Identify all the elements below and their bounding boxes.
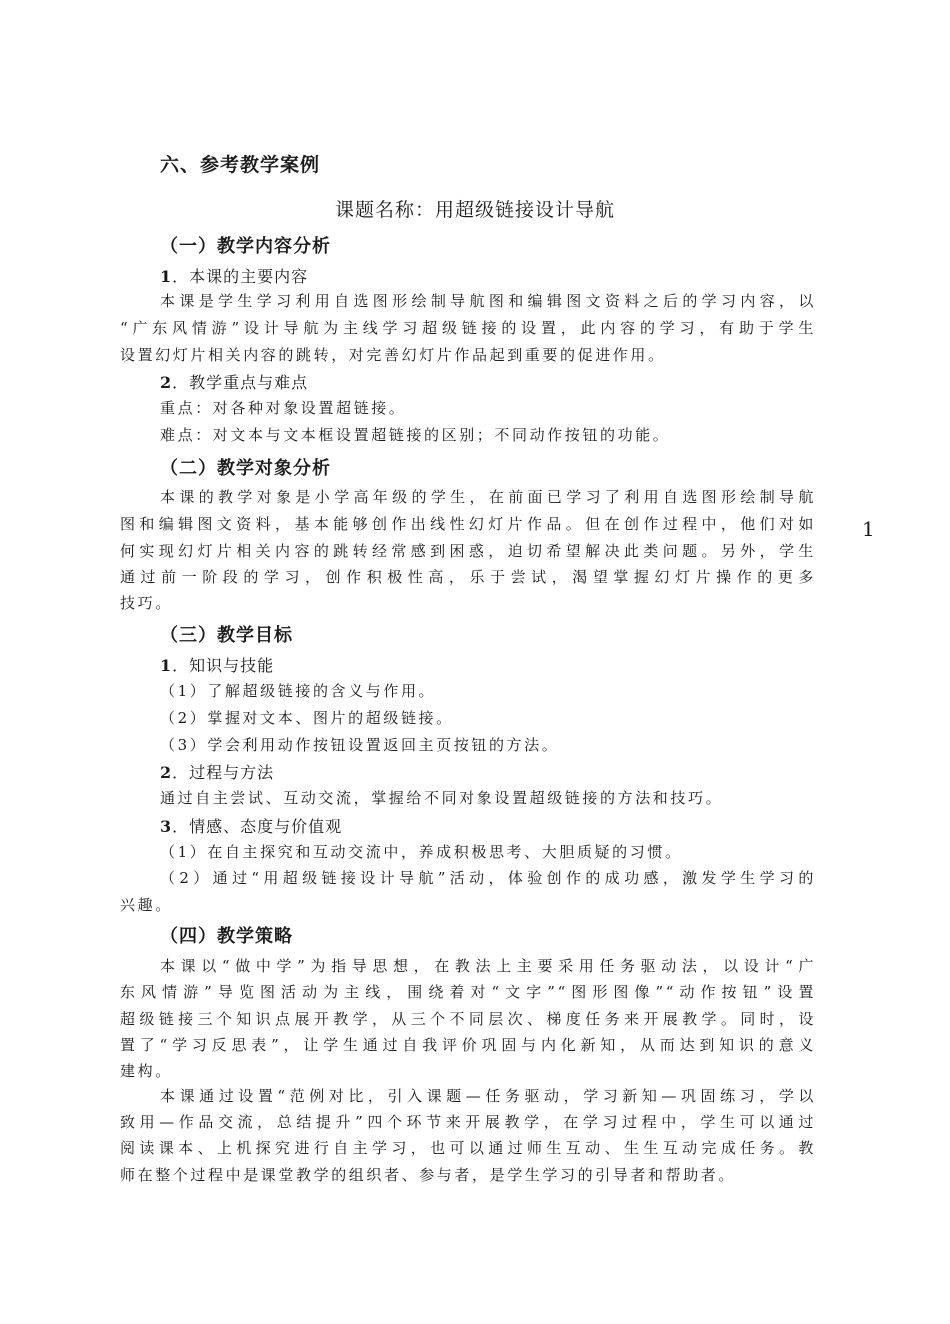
sub-number: 2 [160,373,173,392]
lesson-title: 课题名称：用超级链接设计导航 [334,199,615,221]
paragraph-line: 师在整个过程中是课堂教学的组织者、参与者，是学生学习的引导者和帮助者。 [120,1166,737,1184]
paragraph-line: 超级链接三个知识点展开教学，从三个不同层次、梯度任务来开展教学。同时，设 [120,1010,816,1028]
paragraph-line: 置了“学习反思表”，让学生通过自我评价巩固与内化新知，从而达到知识的意义 [120,1036,816,1054]
section-heading: 六、参考教学案例 [160,154,321,176]
paragraph-line: 本课以“做中学”为指导思想，在教法上主要采用任务驱动法，以设计“广 [160,957,816,975]
paragraph-line: 本课的教学对象是小学高年级的学生，在前面已学习了利用自选图形绘制导航 [160,488,816,506]
part4-heading: （四）教学策略 [160,926,293,947]
paragraph-line: “广东风情游”设计导航为主线学习超级链接的设置，此内容的学习，有助于学生 [120,319,816,337]
sub-label: ．本课的主要内容 [172,267,309,286]
sub-label: ．过程与方法 [172,763,275,782]
paragraph-line: 本课是学生学习利用自选图形绘制导航图和编辑图文资料之后的学习内容，以 [160,292,816,310]
part1-subheading-1 [160,264,308,287]
paragraph-line: 东风情游”导览图活动为主线，围绕着对“文字”“图形图像”“动作按钮”设置 [120,983,816,1001]
part2-heading: （二）教学对象分析 [160,458,331,479]
objective-item: （1）在自主探究和互动交流中，养成积极思考、大胆质疑的习惯。 [160,843,683,861]
paragraph-line: 通过前一阶段的学习，创作积极性高，乐于尝试，渴望掌握幻灯片操作的更多 [120,568,816,586]
objective-item: （2）掌握对文本、图片的超级链接。 [160,709,454,727]
paragraph-line: 阅读课本、上机探究进行自主学习，也可以通过师生互动、生生互动完成任务。教 [120,1139,816,1157]
objective-item: （1）了解超级链接的含义与作用。 [160,682,437,700]
objective-item: （2）通过“用超级链接设计导航”活动，体验创作的成功感，激发学生学习的 [160,869,816,887]
objective-item-cont: 兴趣。 [120,896,173,914]
paragraph-line: 本课通过设置“范例对比，引入课题—任务驱动，学习新知—巩固练习，学以 [160,1087,816,1105]
paragraph-line: 何实现幻灯片相关内容的跳转经常感到困惑，迫切希望解决此类问题。另外，学生 [120,542,816,560]
sub-number: 3 [160,817,173,836]
method-line: 通过自主尝试、互动交流，掌握给不同对象设置超级链接的方法和技巧。 [160,789,724,807]
objective-item: （3）学会利用动作按钮设置返回主页按钮的方法。 [160,736,560,754]
sub-label: ．知识与技能 [172,656,275,675]
paragraph-line: 建构。 [120,1062,173,1080]
part3-subheading-2 [160,760,274,783]
sub-label: ．教学重点与难点 [172,373,309,392]
difficult-point-line: 难点：对文本与文本框设置超链接的区别；不同动作按钮的功能。 [160,426,671,444]
sub-number: 2 [160,763,173,782]
part1-subheading-2 [160,370,308,393]
sub-number: 1 [160,656,173,675]
part3-heading: （三）教学目标 [160,625,293,646]
part1-heading: （一）教学内容分析 [160,236,331,257]
sub-label: ．情感、态度与价值观 [172,817,343,836]
paragraph-line: 技巧。 [120,594,173,612]
key-point-line: 重点：对各种对象设置超链接。 [160,399,407,417]
paragraph-line: 致用—作品交流，总结提升”四个环节来开展教学，在学习过程中，学生可以通过 [120,1113,816,1131]
page-number: 1 [862,517,875,541]
part3-subheading-1 [160,653,274,676]
part3-subheading-3 [160,814,342,837]
sub-number: 1 [160,267,173,286]
paragraph-line: 图和编辑图文资料，基本能够创作出线性幻灯片作品。但在创作过程中，他们对如 [120,515,816,533]
paragraph-line: 设置幻灯片相关内容的跳转，对完善幻灯片作品起到重要的促进作用。 [120,346,666,364]
